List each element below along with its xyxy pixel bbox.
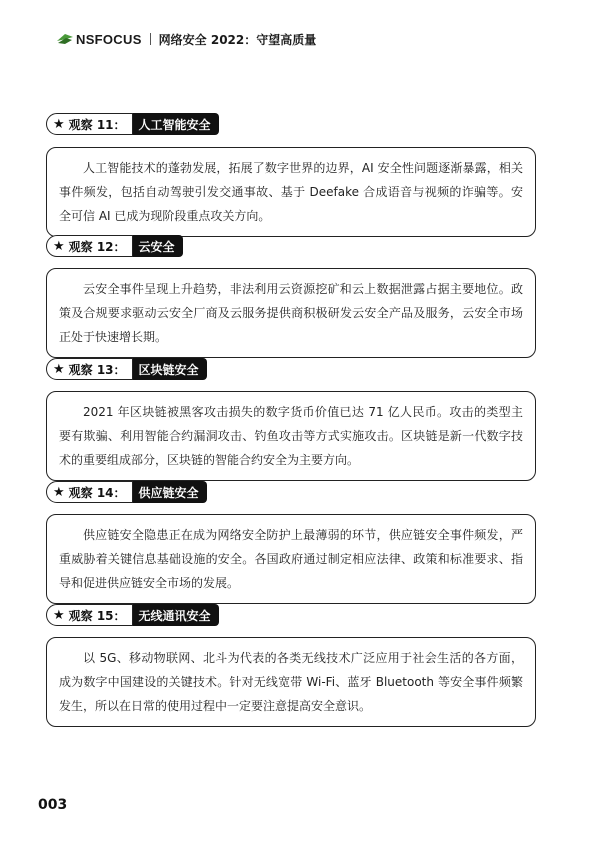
observation-label: 观察 13：: [68, 362, 126, 377]
observation-tag: [46, 235, 133, 257]
star-icon: ★: [53, 607, 65, 623]
observation-label: 观察 14：: [68, 485, 126, 500]
observation-title: 无线通讯安全: [133, 604, 219, 626]
star-icon: ★: [53, 484, 65, 500]
observation-heading: [46, 235, 183, 257]
star-icon: ★: [53, 361, 65, 377]
page-header: [56, 30, 316, 48]
header-divider: [150, 33, 151, 45]
observation-label: 观察 15：: [68, 608, 126, 623]
observation-tag: [46, 604, 133, 626]
observation-heading: [46, 113, 219, 135]
observation-heading: [46, 604, 219, 626]
logo-text: NSFOCUS: [76, 31, 142, 47]
star-icon: ★: [53, 238, 65, 254]
observation-body: 2021 年区块链被黑客攻击损失的数字货币价值已达 71 亿人民币。攻击的类型主要有欺骗、利用智能合约漏洞攻击、钓鱼攻击等方式实施攻击。区块链是新一代数字技术的重要组成部分，区块链的智能合约安全为主要方向。: [46, 391, 536, 481]
observation-title: 区块链安全: [133, 358, 207, 380]
observation-title: 供应链安全: [133, 481, 207, 503]
nsfocus-logo-icon: [56, 32, 74, 46]
observation-title: 云安全: [133, 235, 183, 257]
observation-heading: [46, 358, 207, 380]
header-title: 网络安全 2022：守望高质量: [158, 32, 317, 47]
observation-label: 观察 11：: [68, 117, 126, 132]
observation-tag: [46, 113, 133, 135]
observation-heading: [46, 481, 207, 503]
observation-tag: [46, 481, 133, 503]
observation-body: 供应链安全隐患正在成为网络安全防护上最薄弱的环节，供应链安全事件频发，严重威胁着关键信息基础设施的安全。各国政府通过制定相应法律、政策和标准要求、指导和促进供应链安全市场的发展。: [46, 514, 536, 604]
observation-label: 观察 12：: [68, 239, 126, 254]
observation-body: 云安全事件呈现上升趋势，非法利用云资源挖矿和云上数据泄露占据主要地位。政策及合规要求驱动云安全厂商及云服务提供商积极研发云安全产品及服务，云安全市场正处于快速增长期。: [46, 268, 536, 358]
star-icon: ★: [53, 116, 65, 132]
observation-body: 以 5G、移动物联网、北斗为代表的各类无线技术广泛应用于社会生活的各方面，成为数字中国建设的关键技术。针对无线宽带 Wi-Fi、蓝牙 Bluetooth 等安全事件频繁发生，所以在日常的使用过程中一定要注意提高安全意识。: [46, 637, 536, 727]
observation-body: 人工智能技术的蓬勃发展，拓展了数字世界的边界，AI 安全性问题逐渐暴露，相关事件频发，包括自动驾驶引发交通事故、基于 Deefake 合成语音与视频的诈骗等。安全可信 AI 已成为现阶段重点攻关方向。: [46, 147, 536, 237]
page-number: 003: [38, 797, 68, 813]
observation-title: 人工智能安全: [133, 113, 219, 135]
observation-tag: [46, 358, 133, 380]
